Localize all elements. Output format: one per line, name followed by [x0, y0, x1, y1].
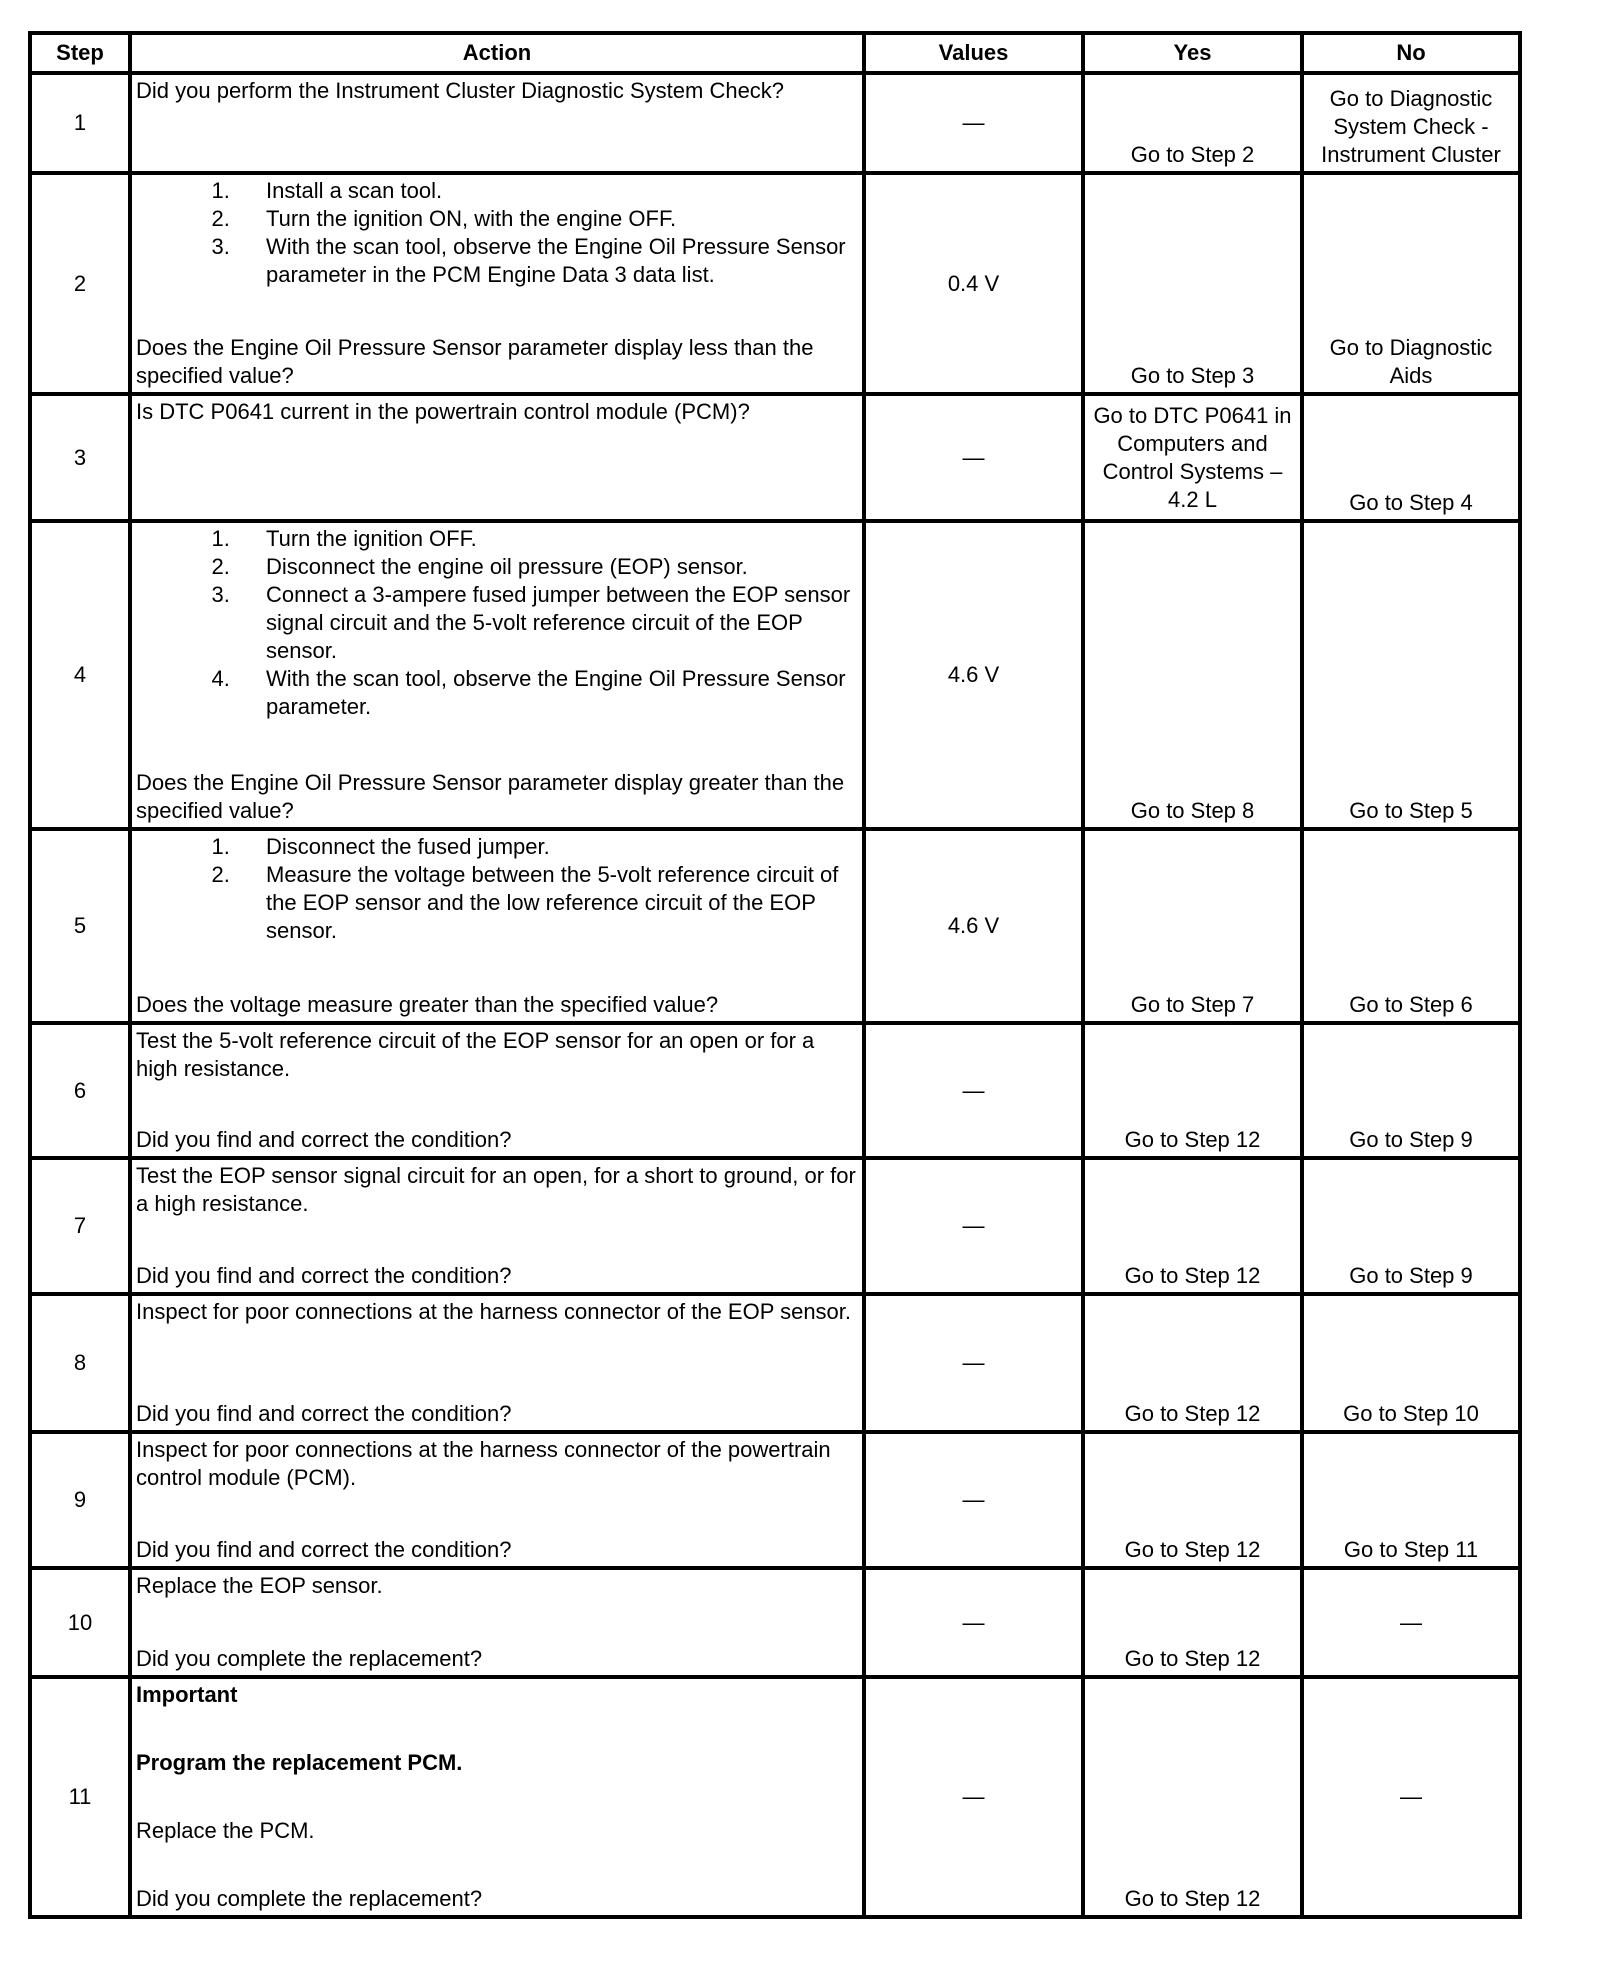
step-number: 8 [30, 1294, 130, 1432]
action-question: Is DTC P0641 current in the powertrain control module (PCM)? [136, 399, 750, 424]
no-cell: Go to Step 4 [1302, 394, 1520, 521]
step-number: 9 [30, 1432, 130, 1568]
action-cell [130, 1158, 864, 1294]
action-cell [130, 1568, 864, 1677]
yes-cell: Go to Step 12 [1083, 1158, 1302, 1294]
action-cell [130, 1294, 864, 1432]
action-question: Did you complete the replacement? [136, 1646, 483, 1671]
action-question: Did you perform the Instrument Cluster Diagnostic System Check? [136, 78, 785, 103]
table-row [30, 521, 1520, 829]
table-row [30, 829, 1520, 1023]
important-label: Important [136, 1682, 238, 1707]
yes-cell: Go to Step 2 [1083, 73, 1302, 173]
action-text: Replace the PCM. [136, 1818, 315, 1843]
table-row [30, 173, 1520, 394]
action-cell [130, 1677, 864, 1917]
action-cell [130, 829, 864, 1023]
action-step: 2. Disconnect the engine oil pressure (EOP) sensor. [236, 553, 858, 581]
header-action: Action [130, 33, 864, 73]
yes-cell: Go to Step 8 [1083, 521, 1302, 829]
header-values: Values [864, 33, 1083, 73]
action-question: Does the voltage measure greater than the specified value? [136, 992, 719, 1017]
action-text: Replace the EOP sensor. [136, 1573, 383, 1598]
yes-cell: Go to Step 7 [1083, 829, 1302, 1023]
value-cell: — [864, 394, 1083, 521]
action-step: 2. Measure the voltage between the 5-volt reference circuit of the EOP sensor and the low reference circuit of the EOP sensor. [236, 861, 858, 945]
header-no: No [1302, 33, 1520, 73]
action-steps [136, 833, 858, 945]
action-text: Inspect for poor connections at the harness connector of the powertrain control module (PCM). [136, 1437, 831, 1490]
no-cell: Go to Diagnostic System Check - Instrument Cluster [1302, 73, 1520, 173]
value-cell: — [864, 1023, 1083, 1158]
step-number: 2 [30, 173, 130, 394]
value-cell: — [864, 1568, 1083, 1677]
action-cell [130, 521, 864, 829]
no-cell: Go to Step 9 [1302, 1158, 1520, 1294]
step-number: 5 [30, 829, 130, 1023]
action-cell [130, 1023, 864, 1158]
no-cell: Go to Step 9 [1302, 1023, 1520, 1158]
step-number: 4 [30, 521, 130, 829]
step-number: 11 [30, 1677, 130, 1917]
action-text: Test the 5-volt reference circuit of the EOP sensor for an open or for a high resistance. [136, 1028, 815, 1081]
no-cell: — [1302, 1568, 1520, 1677]
yes-cell: Go to Step 12 [1083, 1568, 1302, 1677]
action-question: Does the Engine Oil Pressure Sensor parameter display greater than the specified value? [136, 770, 845, 823]
header-row [30, 33, 1520, 73]
no-cell: Go to Step 11 [1302, 1432, 1520, 1568]
value-cell: 0.4 V [864, 173, 1083, 394]
yes-cell: Go to Step 12 [1083, 1677, 1302, 1917]
step-number: 3 [30, 394, 130, 521]
step-number: 1 [30, 73, 130, 173]
table-row [30, 1023, 1520, 1158]
action-step: 1. Turn the ignition OFF. [236, 525, 858, 553]
yes-cell: Go to Step 12 [1083, 1294, 1302, 1432]
table-row [30, 394, 1520, 521]
yes-cell: Go to Step 3 [1083, 173, 1302, 394]
step-number: 6 [30, 1023, 130, 1158]
value-cell: — [864, 1432, 1083, 1568]
action-step: 4. With the scan tool, observe the Engine Oil Pressure Sensor parameter. [236, 665, 858, 721]
value-cell: — [864, 73, 1083, 173]
value-cell: 4.6 V [864, 829, 1083, 1023]
action-step: 3. With the scan tool, observe the Engine Oil Pressure Sensor parameter in the PCM Engine Data 3 data list. [236, 233, 858, 289]
action-text: Inspect for poor connections at the harness connector of the EOP sensor. [136, 1299, 852, 1324]
action-text: Test the EOP sensor signal circuit for an open, for a short to ground, or for a high resistance. [136, 1163, 856, 1216]
table-row [30, 1568, 1520, 1677]
diagnostic-table [28, 31, 1522, 1919]
no-cell: Go to Step 10 [1302, 1294, 1520, 1432]
action-question: Did you find and correct the condition? [136, 1537, 512, 1562]
action-question: Did you find and correct the condition? [136, 1401, 512, 1426]
action-question: Did you complete the replacement? [136, 1886, 483, 1911]
step-number: 7 [30, 1158, 130, 1294]
step-number: 10 [30, 1568, 130, 1677]
no-cell: — [1302, 1677, 1520, 1917]
action-step: 2. Turn the ignition ON, with the engine OFF. [236, 205, 858, 233]
action-cell [130, 173, 864, 394]
no-cell: Go to Step 6 [1302, 829, 1520, 1023]
action-step: 3. Connect a 3-ampere fused jumper between the EOP sensor signal circuit and the 5-volt reference circuit of the EOP sensor. [236, 581, 858, 665]
table-row [30, 1432, 1520, 1568]
action-steps [136, 525, 858, 721]
no-cell: Go to Diagnostic Aids [1302, 173, 1520, 394]
value-cell: — [864, 1677, 1083, 1917]
header-yes: Yes [1083, 33, 1302, 73]
value-cell: 4.6 V [864, 521, 1083, 829]
yes-cell: Go to Step 12 [1083, 1432, 1302, 1568]
action-cell [130, 394, 864, 521]
action-cell [130, 1432, 864, 1568]
action-question: Does the Engine Oil Pressure Sensor parameter display less than the specified value? [136, 335, 814, 388]
action-steps [136, 177, 858, 289]
table-row [30, 1294, 1520, 1432]
value-cell: — [864, 1158, 1083, 1294]
action-question: Did you find and correct the condition? [136, 1127, 512, 1152]
table-row [30, 1158, 1520, 1294]
action-step: 1. Install a scan tool. [236, 177, 858, 205]
action-cell [130, 73, 864, 173]
value-cell: — [864, 1294, 1083, 1432]
action-step: 1. Disconnect the fused jumper. [236, 833, 858, 861]
important-text: Program the replacement PCM. [136, 1750, 463, 1775]
yes-cell: Go to Step 12 [1083, 1023, 1302, 1158]
table-row [30, 1677, 1520, 1917]
no-cell: Go to Step 5 [1302, 521, 1520, 829]
table-row [30, 73, 1520, 173]
header-step: Step [30, 33, 130, 73]
action-question: Did you find and correct the condition? [136, 1263, 512, 1288]
yes-cell: Go to DTC P0641 in Computers and Control Systems – 4.2 L [1083, 394, 1302, 521]
